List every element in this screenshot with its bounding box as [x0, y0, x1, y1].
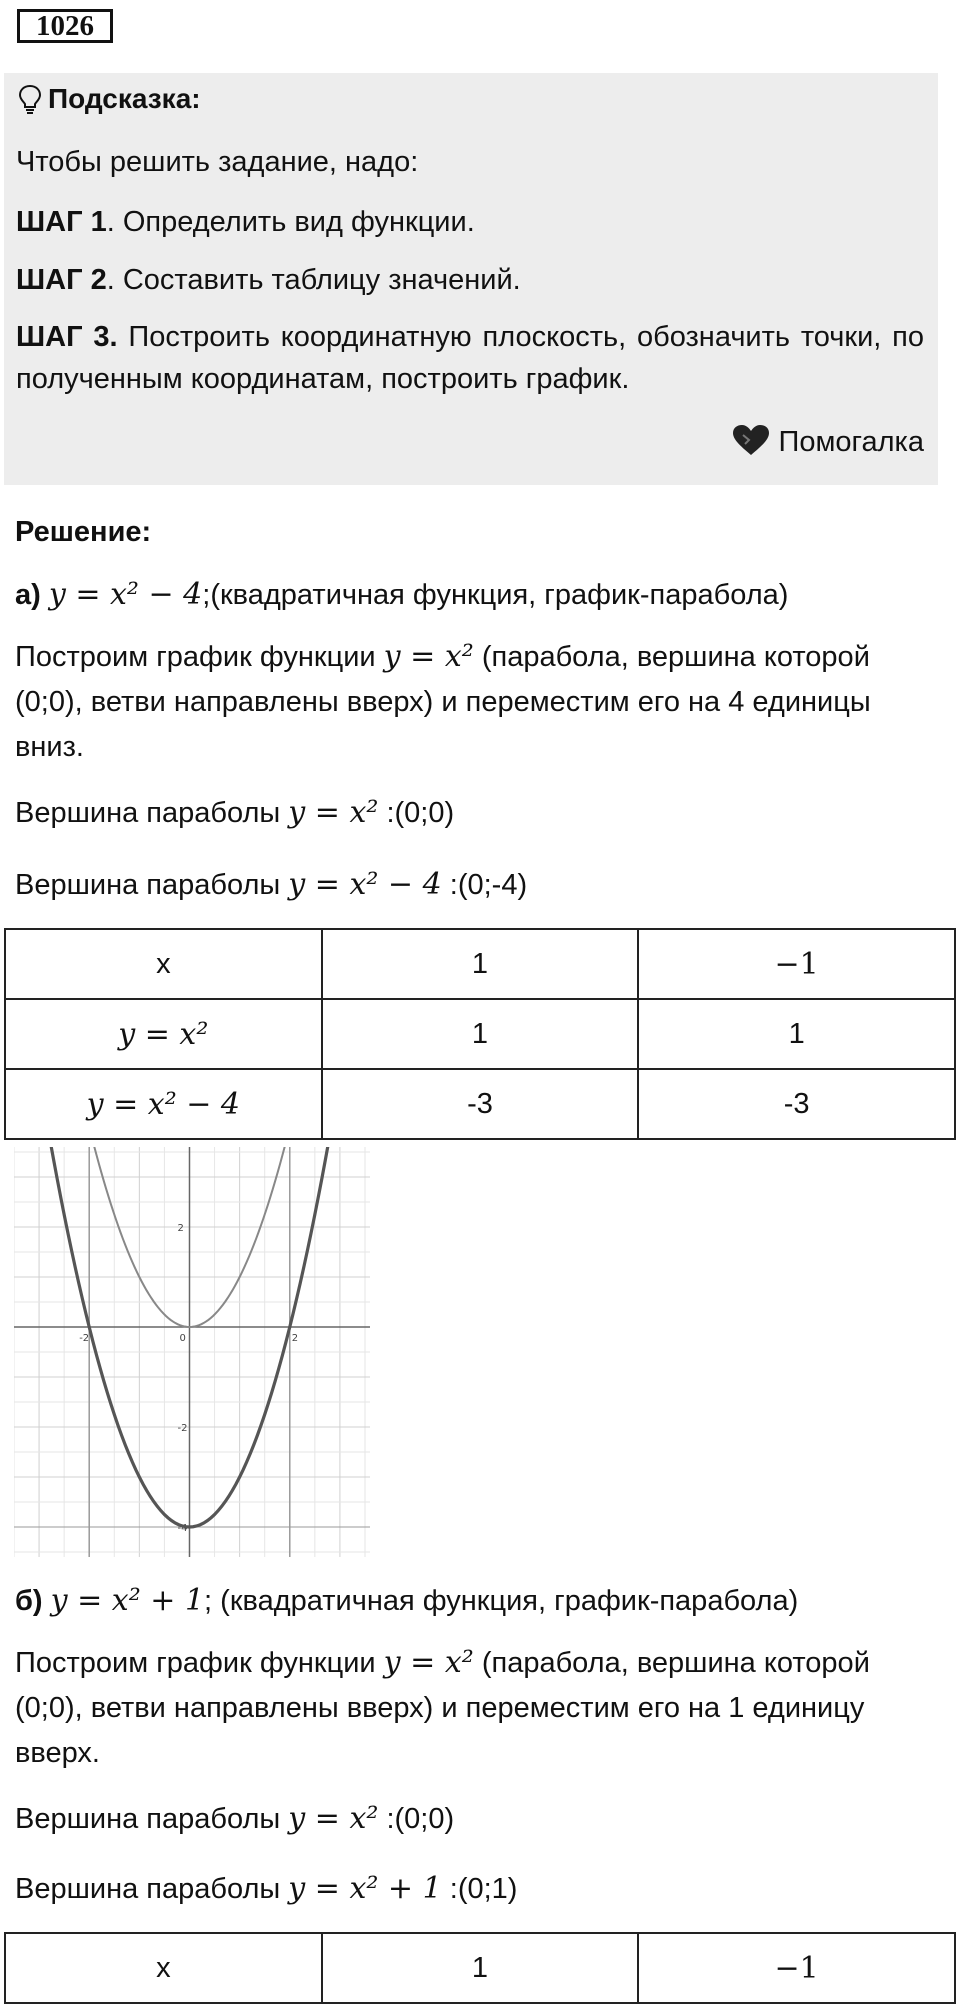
table-row [5, 1933, 955, 2003]
helper-label: Помогалка [779, 426, 924, 458]
task-number: 1026 [17, 9, 113, 43]
table-header-cell: x [5, 929, 322, 999]
lightbulb-icon [18, 84, 42, 121]
part-b-values-table [4, 1932, 956, 2004]
table-header-cell: −1 [638, 1933, 955, 2003]
y-tick-label: -2 [177, 1423, 187, 1434]
hint-box [4, 73, 938, 485]
part-a-vertex-2: Вершина параболы y = x² − 4 :(0;-4) [15, 862, 940, 908]
table-cell: y = x² [5, 999, 322, 1069]
helper-link[interactable] [731, 423, 924, 465]
curve-point [88, 1326, 90, 1328]
curve-point [139, 1476, 141, 1478]
table-header-cell: 1 [322, 1933, 639, 2003]
hint-step-1: ШАГ 1. Определить вид функции. [16, 201, 924, 243]
hint-step-3: ШАГ 3. Построить координатную плоскость, обозначить точки, по полученным координатам, построить график. [16, 316, 924, 400]
curve-point [289, 1326, 291, 1328]
part-b-heading: б) y = x² + 1; (квадратичная функция, график-парабола) [15, 1578, 940, 1624]
part-b-description: Построим график функции y = x² (парабола, вершина которой (0;0), ветви направлены вверх) и переместим его на 1 единицу вверх. [15, 1640, 935, 1776]
hint-intro: Чтобы решить задание, надо: [16, 141, 924, 183]
table-cell: y = x² − 4 [5, 1069, 322, 1139]
part-a-description: Построим график функции y = x² (парабола, вершина которой (0;0), ветви направлены вверх) и переместим его на 4 единицы вниз. [15, 634, 935, 770]
solution-title: Решение: [15, 510, 940, 555]
table-cell: -3 [638, 1069, 955, 1139]
table-row [5, 1069, 955, 1139]
table-cell: -3 [322, 1069, 639, 1139]
table-row [5, 929, 955, 999]
part-a-heading: а) y = x² − 4;(квадратичная функция, график-парабола) [15, 572, 940, 618]
part-a-vertex-1: Вершина параболы y = x² :(0;0) [15, 790, 940, 836]
curve-point [239, 1276, 241, 1278]
table-cell: 1 [638, 999, 955, 1069]
curve-point [239, 1476, 241, 1478]
hint-title [18, 83, 201, 121]
curve-point [139, 1276, 141, 1278]
x-tick-label: 2 [292, 1333, 298, 1344]
x-tick-label: 0 [179, 1333, 185, 1344]
table-header-cell: x [5, 1933, 322, 2003]
heart-icon [731, 423, 771, 465]
part-a-values-table [4, 928, 956, 1140]
x-tick-label: -2 [79, 1333, 89, 1344]
curve-point [189, 1526, 191, 1528]
table-header-cell: 1 [322, 929, 639, 999]
y-tick-label: 2 [177, 1223, 183, 1234]
curve-point [189, 1326, 191, 1328]
hint-step-2: ШАГ 2. Составить таблицу значений. [16, 259, 924, 301]
hint-title-label: Подсказка: [48, 83, 201, 114]
table-cell: 1 [322, 999, 639, 1069]
parabola-graph [14, 1147, 370, 1557]
table-header-cell: −1 [638, 929, 955, 999]
part-b-vertex-2: Вершина параболы y = x² + 1 :(0;1) [15, 1866, 940, 1912]
part-b-vertex-1: Вершина параболы y = x² :(0;0) [15, 1796, 940, 1842]
table-row [5, 999, 955, 1069]
y-tick-label: -4 [177, 1523, 187, 1534]
